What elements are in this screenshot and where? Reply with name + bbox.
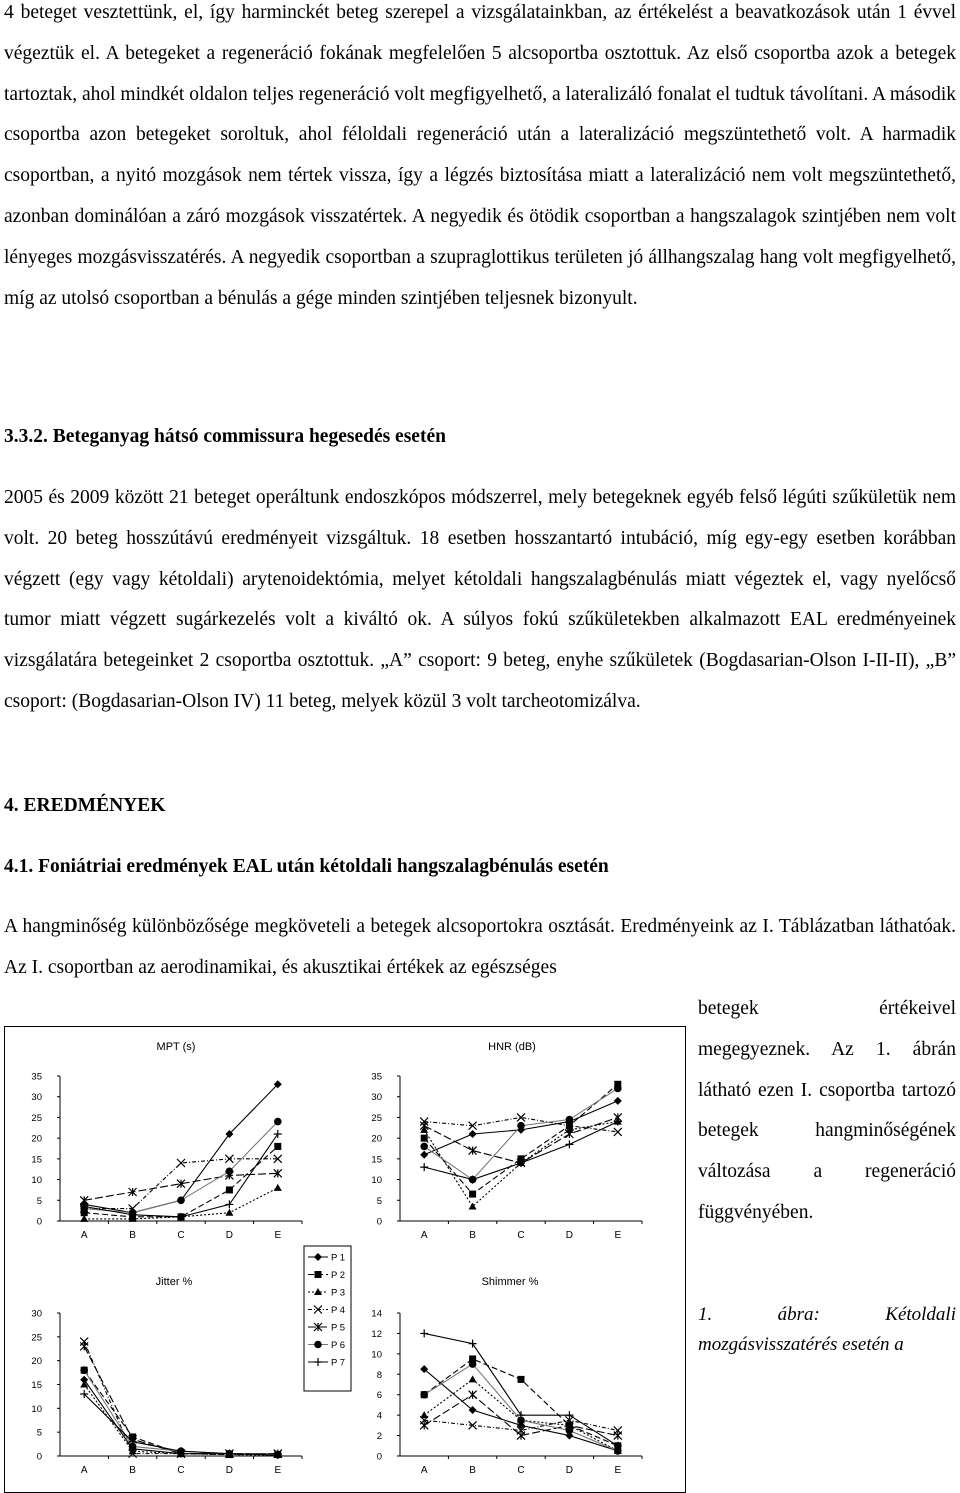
x-tick-label: C xyxy=(517,1465,525,1476)
series-line-3 xyxy=(84,1385,278,1456)
series-line-1 xyxy=(84,1084,278,1212)
chart-title: HNR (dB) xyxy=(488,1041,536,1053)
x-tick-label: D xyxy=(225,1230,234,1241)
data-point-7 xyxy=(420,1329,428,1337)
y-tick-label: 30 xyxy=(31,1308,42,1320)
data-point-7 xyxy=(420,1163,428,1171)
y-tick-label: 14 xyxy=(371,1308,382,1320)
x-tick-label: A xyxy=(80,1465,88,1476)
x-tick-label: E xyxy=(614,1465,622,1476)
paragraph-phoniatric-results: A hangminőség különbözősége megköveteli a betegek alcsoportokra osztását. Eredményeink az I. Táblázatban láthatóak. Az I. csoportban az aerodinamikai, és akusztikai értékek az egészséges xyxy=(4,916,956,978)
x-tick-label: A xyxy=(420,1230,428,1241)
data-point-6 xyxy=(226,1167,234,1175)
y-tick-label: 10 xyxy=(31,1175,42,1187)
y-tick-label: 25 xyxy=(31,1332,42,1344)
legend-marker xyxy=(314,1341,322,1349)
legend-label: P 2 xyxy=(331,1270,346,1281)
y-tick-label: 20 xyxy=(31,1133,42,1145)
data-point-6 xyxy=(517,1122,525,1130)
data-point-6 xyxy=(177,1196,185,1204)
data-point-5 xyxy=(517,1432,525,1440)
y-tick-label: 10 xyxy=(31,1403,42,1415)
data-point-3 xyxy=(274,1184,282,1191)
data-point-7 xyxy=(274,1130,282,1138)
x-tick-label: A xyxy=(420,1465,428,1476)
data-point-5 xyxy=(420,1122,428,1130)
y-tick-label: 20 xyxy=(31,1356,42,1368)
y-tick-label: 5 xyxy=(376,1195,382,1207)
section-heading-4: 4. EREDMÉNYEK xyxy=(4,795,166,816)
legend-label: P 5 xyxy=(331,1322,346,1334)
y-tick-label: 12 xyxy=(371,1328,382,1340)
legend-label: P 6 xyxy=(331,1340,346,1351)
data-point-1 xyxy=(614,1097,622,1105)
chart-1 xyxy=(31,1041,302,1241)
x-tick-label: C xyxy=(517,1230,525,1241)
x-tick-label: C xyxy=(177,1230,185,1241)
series-line-6 xyxy=(84,1370,278,1454)
chart-3 xyxy=(31,1276,302,1476)
chart-2 xyxy=(371,1041,642,1241)
x-tick-label: D xyxy=(565,1230,574,1241)
legend-marker xyxy=(315,1271,322,1278)
y-tick-label: 15 xyxy=(31,1380,42,1391)
figure-1-charts xyxy=(4,1026,686,1493)
y-tick-label: 10 xyxy=(371,1175,382,1187)
y-tick-label: 0 xyxy=(376,1216,382,1228)
x-tick-label: D xyxy=(565,1465,574,1476)
data-point-1 xyxy=(469,1130,477,1138)
y-tick-label: 5 xyxy=(36,1427,42,1439)
chart-title: Jitter % xyxy=(155,1276,193,1288)
data-point-2 xyxy=(421,1135,428,1142)
chart-title: MPT (s) xyxy=(156,1041,196,1053)
legend-label: P 7 xyxy=(331,1357,346,1369)
data-point-3 xyxy=(469,1375,477,1382)
figure-caption: 1. ábra: Kétoldali mozgásvisszatérés esetén a xyxy=(698,1304,956,1355)
data-point-6 xyxy=(469,1360,477,1368)
y-tick-label: 30 xyxy=(371,1092,382,1104)
data-point-2 xyxy=(274,1143,281,1150)
section-heading-4-1: 4.1. Foniátriai eredmények EAL után kétoldali hangszalagbénulás esetén xyxy=(4,856,609,877)
series-line-1 xyxy=(84,1380,278,1455)
data-point-5 xyxy=(420,1421,428,1429)
data-point-2 xyxy=(469,1191,476,1198)
data-point-2 xyxy=(226,1186,233,1193)
series-line-5 xyxy=(84,1346,278,1453)
series-line-2 xyxy=(424,1084,618,1194)
data-point-7 xyxy=(565,1140,573,1148)
data-point-4 xyxy=(225,1155,233,1163)
legend-box xyxy=(304,1246,351,1391)
y-tick-label: 0 xyxy=(36,1451,42,1463)
y-tick-label: 20 xyxy=(371,1133,382,1145)
data-point-6 xyxy=(274,1118,282,1126)
x-tick-label: C xyxy=(177,1465,185,1476)
y-tick-label: 25 xyxy=(371,1112,382,1124)
data-point-3 xyxy=(225,1209,233,1216)
data-point-6 xyxy=(614,1085,622,1093)
data-point-6 xyxy=(566,1116,574,1124)
x-tick-label: D xyxy=(225,1465,234,1476)
y-tick-label: 35 xyxy=(31,1071,42,1083)
data-point-5 xyxy=(80,1342,88,1350)
x-tick-label: E xyxy=(274,1465,282,1476)
data-point-2 xyxy=(518,1376,525,1383)
legend-label: P 4 xyxy=(331,1305,346,1316)
data-point-6 xyxy=(420,1143,428,1151)
data-point-7 xyxy=(225,1200,233,1208)
x-tick-label: B xyxy=(469,1465,476,1476)
legend-label: P 3 xyxy=(331,1287,346,1299)
data-point-5 xyxy=(614,1432,622,1440)
data-point-5 xyxy=(469,1147,477,1155)
series-line-2 xyxy=(84,1370,278,1454)
y-tick-label: 5 xyxy=(36,1195,42,1207)
y-tick-label: 25 xyxy=(31,1112,42,1124)
series-line-7 xyxy=(84,1134,278,1217)
chart-title: Shimmer % xyxy=(481,1276,539,1288)
y-tick-label: 15 xyxy=(371,1154,382,1166)
y-tick-label: 0 xyxy=(36,1216,42,1228)
y-tick-label: 0 xyxy=(376,1451,382,1463)
data-point-6 xyxy=(420,1391,428,1399)
legend-label: P 1 xyxy=(331,1252,346,1264)
x-tick-label: A xyxy=(80,1230,88,1241)
x-tick-label: B xyxy=(469,1230,476,1241)
paragraph-posterior-commissure: 2005 és 2009 között 21 beteget operáltunk endoszkópos módszerrel, mely betegeknek egyéb felső légúti szűkületük nem volt. 20 beteg hosszútávú eredményeit vizsgáltuk. 18 esetben hosszantartó intubáció, míg egy-egy esetben korábban végzett (egy vagy kétoldali) arytenoidektómia, melyet kétoldali hangszalagbénulás miatt végeztek el, vagy nyelőcső tumor miatt végzett sugárkezelés volt a kiváltó ok. A súlyos fokú szűkületekben alkalmazott EAL eredményeinek vizsgálatára betegeinket 2 csoportba osztottuk. „A” csoport: 9 beteg, enyhe szűkületek (Bogdasarian-Olson I-II-II), „B” csoport: (Bogdasarian-Olson IV) 11 beteg, melyek közül 3 volt tarcheotomizálva. xyxy=(4,487,956,712)
x-tick-label: B xyxy=(129,1230,136,1241)
x-tick-label: E xyxy=(614,1230,622,1241)
legend xyxy=(304,1246,351,1391)
y-tick-label: 2 xyxy=(376,1431,382,1443)
y-tick-label: 8 xyxy=(376,1369,382,1381)
data-point-6 xyxy=(566,1427,574,1435)
y-tick-label: 15 xyxy=(31,1154,42,1166)
chart-4 xyxy=(371,1276,642,1476)
paragraph-phoniatric-results-continued: betegek értékeivel megegyeznek. Az 1. ábrán látható ezen I. csoportba tartozó betegek hangminőségének változása a regeneráció függvényében. xyxy=(698,998,956,1223)
data-point-5 xyxy=(469,1391,477,1399)
data-point-3 xyxy=(469,1203,477,1210)
y-tick-label: 4 xyxy=(376,1410,382,1422)
y-tick-label: 6 xyxy=(376,1390,382,1402)
data-point-1 xyxy=(420,1151,428,1159)
y-tick-label: 35 xyxy=(371,1071,382,1083)
x-tick-label: E xyxy=(274,1230,282,1241)
data-point-6 xyxy=(80,1366,88,1374)
section-heading-3-3-2: 3.3.2. Beteganyag hátsó commissura hegesedés esetén xyxy=(4,426,446,447)
y-tick-label: 10 xyxy=(371,1349,382,1361)
x-tick-label: B xyxy=(129,1465,136,1476)
data-point-5 xyxy=(565,1130,573,1138)
data-point-7 xyxy=(469,1340,477,1348)
y-tick-label: 30 xyxy=(31,1092,42,1104)
series-line-4 xyxy=(84,1342,278,1454)
paragraph-regeneration-groups: 4 beteget vesztettünk, el, így harminckét beteg szerepel a vizsgálatainkban, az értékelést a beavatkozások után 1 évvel végeztük el. A betegeket a regeneráció fokának megfelelően 5 alcsoportba osztottuk. Az első csoportba azok a betegek tartoztak, ahol mindkét oldalon teljes regeneráció volt megfigyelhető, a lateralizáló fonalat el tudtuk távolítani. A második csoportba azon betegeket soroltuk, ahol féloldali regeneráció után a lateralizáció megszüntethető volt. A harmadik csoportban, a nyitó mozgások nem tértek vissza, így a légzés biztosítása miatt a lateralizáció nem volt megszüntethető, azonban dominálóan a záró mozgások visszatértek. A negyedik és ötödik csoportban a hangszalagok szintjében nem volt lényeges mozgásvisszatérés. A negyedik csoportban a szupraglottikus területen jó állhangszalag hang volt megfigyelhető, míg az utolsó csoportban a bénulás a gége minden szintjében teljesnek bizonyult. xyxy=(4,2,956,309)
